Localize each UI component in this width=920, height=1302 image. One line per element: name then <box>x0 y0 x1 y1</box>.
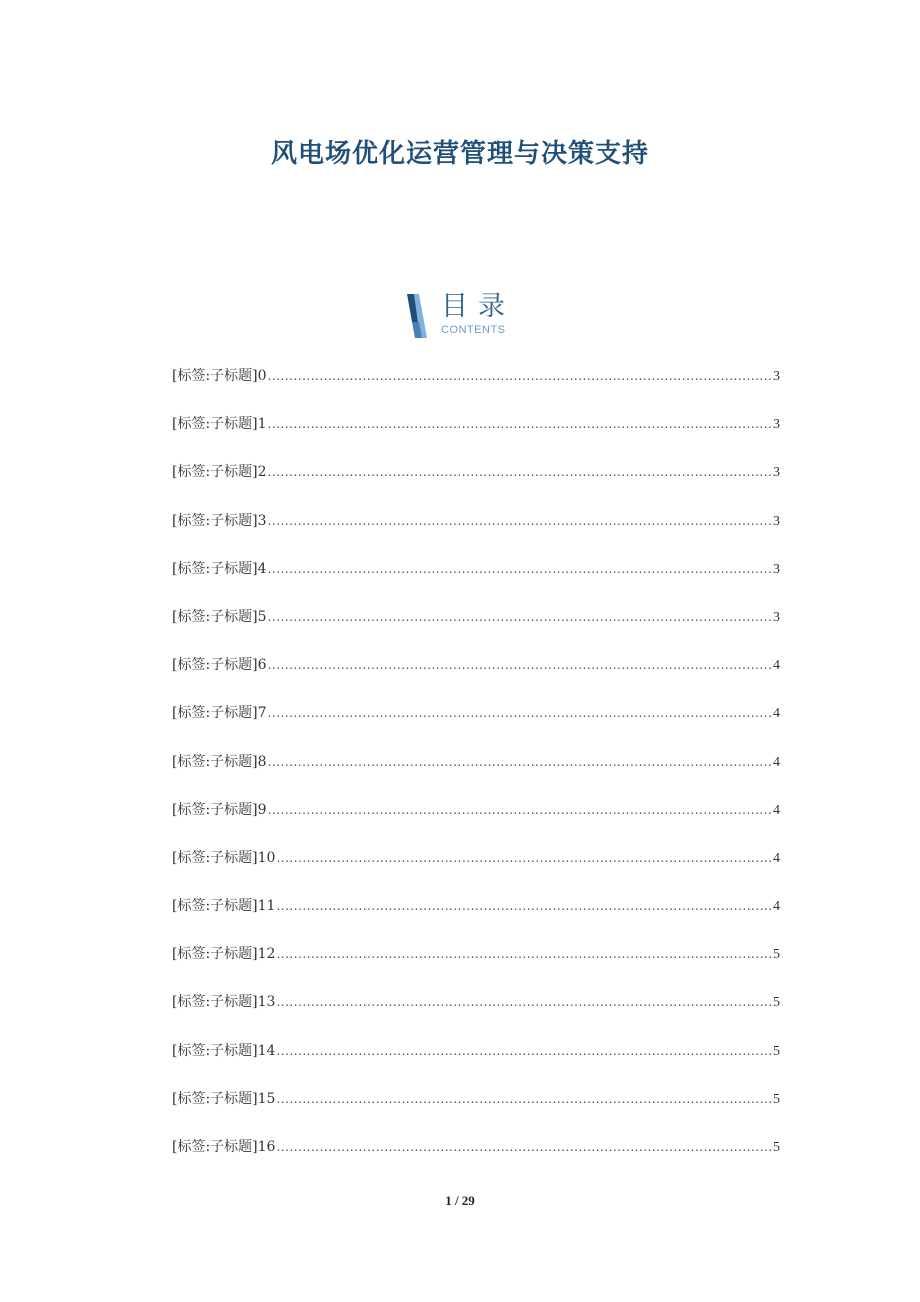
toc-dot-leader <box>268 514 772 528</box>
toc-entry-label: [标签:子标题]3 <box>172 512 267 529</box>
toc-dot-leader <box>268 658 772 672</box>
toc-entry[interactable] <box>172 895 780 943</box>
toc-entry-label: [标签:子标题]7 <box>172 705 267 722</box>
toc-entry[interactable] <box>172 461 780 509</box>
toc-entry-label: [标签:子标题]0 <box>172 368 267 384</box>
toc-entry-page: 3 <box>773 465 780 481</box>
toc-subheading: CONTENTS <box>441 324 506 336</box>
toc-entry-label: [标签:子标题]16 <box>172 1139 276 1155</box>
toc-entry-label: [标签:子标题]8 <box>172 753 267 770</box>
toc-dot-leader <box>276 995 772 1009</box>
toc-entry-label: [标签:子标题]6 <box>172 657 267 674</box>
toc-entry[interactable] <box>172 1136 780 1184</box>
toc-entry-page: 3 <box>773 417 780 433</box>
toc-entry[interactable] <box>172 847 780 895</box>
toc-entry-label: [标签:子标题]11 <box>172 898 276 915</box>
toc-entry-page: 4 <box>773 706 780 722</box>
toc-dot-leader <box>268 562 772 576</box>
toc-entry-label: [标签:子标题]1 <box>172 416 267 433</box>
toc-entry-page: 5 <box>773 995 780 1011</box>
toc-entry-page: 5 <box>773 1140 780 1155</box>
toc-dot-leader <box>276 899 772 913</box>
toc-entry-page: 3 <box>773 561 780 577</box>
toc-entry-page: 4 <box>773 899 780 915</box>
toc-entry[interactable] <box>172 1040 780 1088</box>
toc-entry[interactable] <box>172 702 780 750</box>
toc-heading: 目录 <box>441 291 515 322</box>
toc-dot-leader <box>268 755 772 769</box>
page-indicator: 1 / 29 <box>445 1193 475 1208</box>
toc-entry[interactable] <box>172 365 780 413</box>
toc-entry-page: 3 <box>773 609 780 625</box>
toc-entry-page: 4 <box>773 802 780 818</box>
toc-entry-label: [标签:子标题]10 <box>172 849 276 866</box>
toc-dot-leader <box>276 1140 772 1154</box>
toc-dot-leader <box>276 851 772 865</box>
toc-entry[interactable] <box>172 510 780 558</box>
toc-entry-page: 4 <box>773 850 780 866</box>
toc-entry[interactable] <box>172 1088 780 1136</box>
toc-entry[interactable] <box>172 751 780 799</box>
toc-entry[interactable] <box>172 558 780 606</box>
toc-dot-leader <box>268 369 772 383</box>
toc-header <box>405 292 525 342</box>
toc-list <box>172 365 780 1184</box>
toc-dot-leader <box>268 417 772 431</box>
toc-dot-leader <box>268 610 772 624</box>
toc-entry-label: [标签:子标题]13 <box>172 994 276 1011</box>
toc-entry-page: 5 <box>773 1091 780 1107</box>
toc-entry-page: 3 <box>773 513 780 529</box>
toc-entry-page: 5 <box>773 947 780 963</box>
toc-entry[interactable] <box>172 991 780 1039</box>
toc-entry[interactable] <box>172 413 780 461</box>
toc-entry-label: [标签:子标题]9 <box>172 801 267 818</box>
toc-entry-page: 4 <box>773 754 780 770</box>
toc-entry[interactable] <box>172 943 780 991</box>
toc-dot-leader <box>276 947 772 961</box>
toc-dot-leader <box>268 706 772 720</box>
toc-entry-label: [标签:子标题]5 <box>172 608 267 625</box>
toc-entry-label: [标签:子标题]15 <box>172 1090 276 1107</box>
toc-entry-page: 5 <box>773 1043 780 1059</box>
toc-entry-label: [标签:子标题]2 <box>172 464 267 481</box>
toc-entry-label: [标签:子标题]14 <box>172 1042 276 1059</box>
document-title: 风电场优化运营管理与决策支持 <box>270 139 649 170</box>
toc-dot-leader <box>268 465 772 479</box>
toc-entry[interactable] <box>172 654 780 702</box>
toc-entry[interactable] <box>172 606 780 654</box>
toc-entry[interactable] <box>172 799 780 847</box>
toc-dot-leader <box>268 803 772 817</box>
toc-dot-leader <box>276 1044 772 1058</box>
toc-entry-page: 4 <box>773 658 780 674</box>
toc-entry-page: 3 <box>773 369 780 384</box>
toc-logo-icon <box>405 294 431 338</box>
toc-entry-label: [标签:子标题]4 <box>172 560 267 577</box>
toc-dot-leader <box>276 1092 772 1106</box>
toc-entry-label: [标签:子标题]12 <box>172 946 276 963</box>
